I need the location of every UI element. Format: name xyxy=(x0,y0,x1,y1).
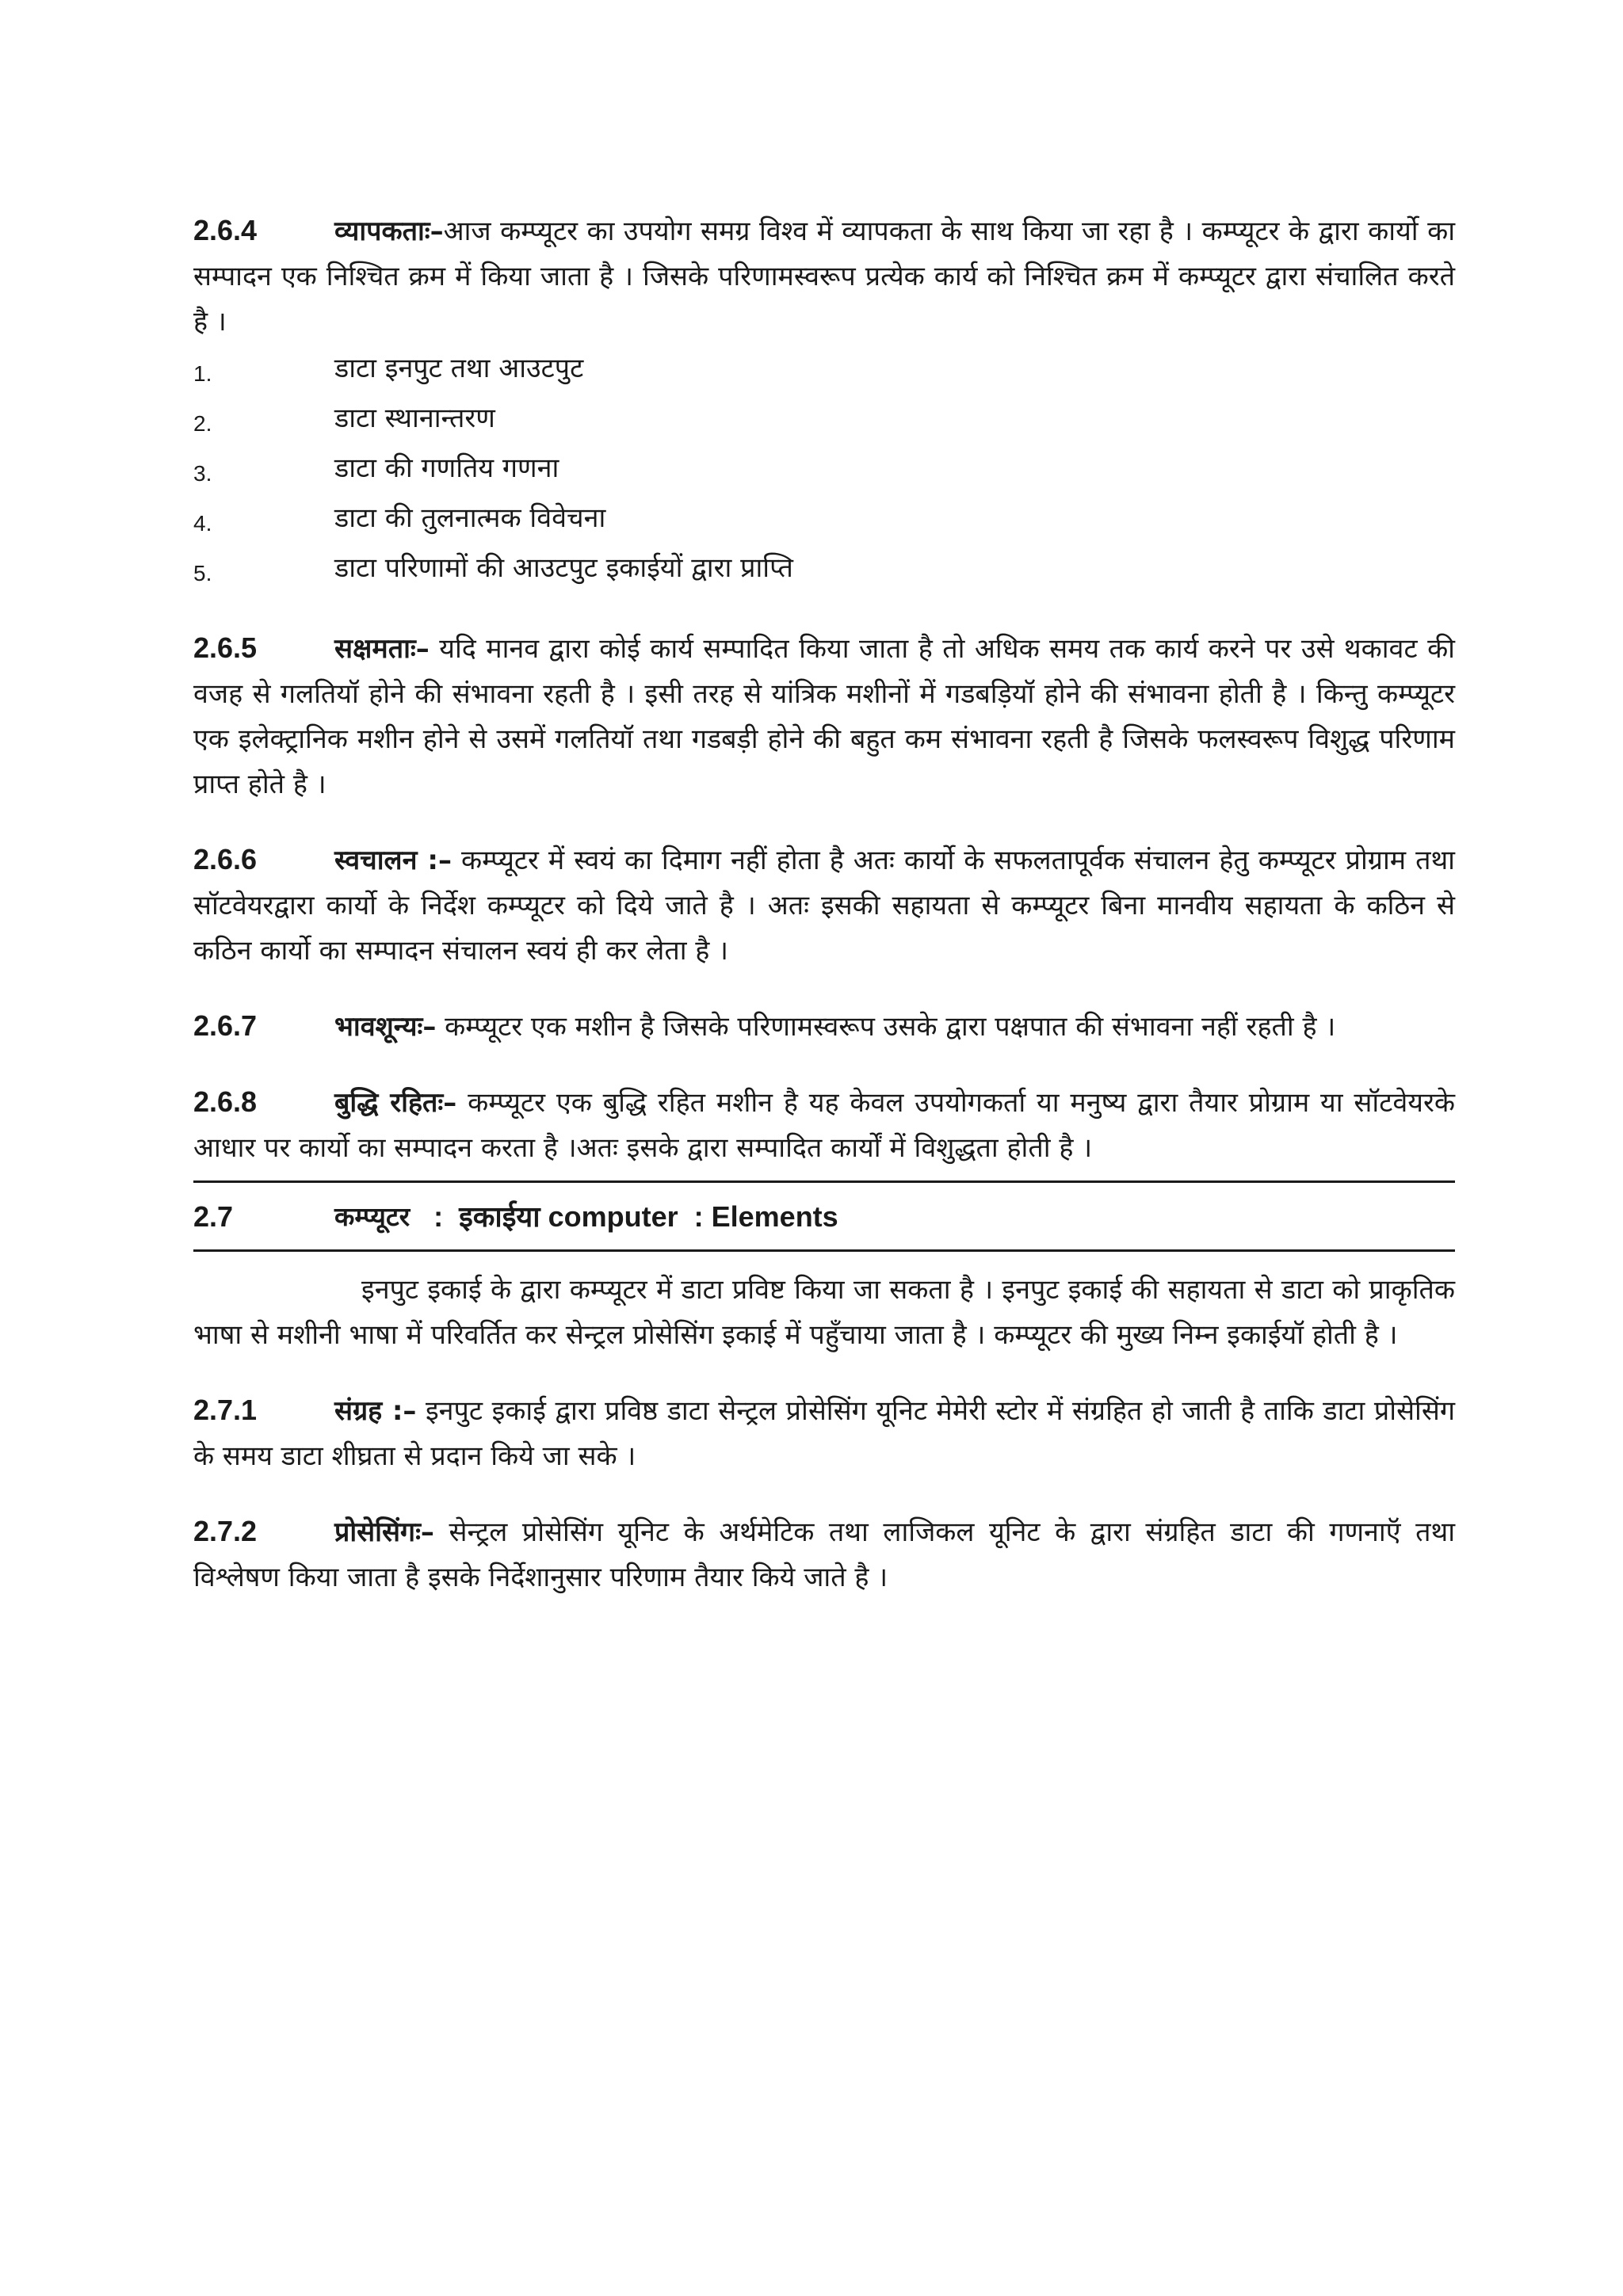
section-text: इनपुट इकाई द्वारा प्रविष्ठ डाटा सेन्ट्रल प्रोसेसिंग यूनिट मेमेरी स्टोर में संग्रहित हो जाती है ताकि डाटा प्रोसेसिंग के समय डाटा शीघ्रता से प्रदान किये जा सके । xyxy=(193,1395,1455,1472)
list-item xyxy=(193,496,1455,546)
section-text: सेन्ट्रल प्रोसेसिंग यूनिट के अर्थमेटिक तथा लाजिकल यूनिट के द्वारा संग्रहित डाटा की गणनाऍ तथा विश्लेषण किया जाता है इसके निर्देशानुसार परिणाम तैयार किये जाते है । xyxy=(193,1516,1455,1593)
list-number: 5. xyxy=(193,561,212,585)
section-heading: भावशून्यः– xyxy=(334,1011,437,1043)
section-2-7-intro: इनपुट इकाई के द्वारा कम्प्यूटर में डाटा प्रविष्ट किया जा सकता है । इनपुट इकाई की सहायता से डाटा को प्राकृतिक भाषा से मशीनी भाषा में परिवर्तित कर सेन्ट्रल प्रोसेसिंग इकाई में पहुँचाया जाता है । कम्प्यूटर की मुख्य निम्न इकाईयॉ होती है । xyxy=(193,1274,1455,1351)
section-2-7-heading xyxy=(193,1183,1455,1249)
section-2-7-1 xyxy=(193,1387,1455,1479)
section-2-6-8 xyxy=(193,1079,1455,1171)
section-heading: स्वचालन :– xyxy=(334,845,453,876)
list-number: 3. xyxy=(193,461,212,486)
section-2-7-2 xyxy=(193,1508,1455,1600)
section-text: यदि मानव द्वारा कोई कार्य सम्पादित किया जाता है तो अधिक समय तक कार्य करने पर उसे थकावट की वजह से गलतियॉ होने की संभावना रहती है । इसी तरह से यांत्रिक मशीनों में गडबड़ियॉ होने की संभावना होती है । किन्तु कम्प्यूटर एक इलेक्ट्रानिक मशीन होने से उसमें गलतियॉ तथा गडबड़ी होने की बहुत कम संभावना रहती है जिसके फलस्वरूप विशुद्ध परिणाम प्राप्त होते है । xyxy=(193,633,1455,800)
section-heading: बुद्धि रहितः– xyxy=(334,1087,457,1119)
list-item xyxy=(193,546,1455,596)
list-number: 2. xyxy=(193,411,212,436)
section-text: कम्प्यूटर एक मशीन है जिसके परिणामस्वरूप उसके द्वारा पक्षपात की संभावना नहीं रहती है । xyxy=(436,1011,1336,1043)
heading-rest: : इकाईया computer : Elements xyxy=(410,1200,838,1233)
section-text: कम्प्यूटर में स्वयं का दिमाग नहीं होता है अतः कार्यो के सफलतापूर्वक संचालन हेतु कम्प्यूटर प्रोग्राम तथा सॉटवेयरद्वारा कार्यो के निर्देश कम्प्यूटर को दिये जाते है । अतः इसकी सहायता से कम्प्यूटर बिना मानवीय सहायता के कठिन से कठिन कार्यो का सम्पादन संचालन स्वयं ही कर लेता है । xyxy=(193,845,1455,967)
list-text: डाटा परिणामों की आउटपुट इकाईयों द्वारा प्राप्ति xyxy=(334,552,793,584)
section-text: कम्प्यूटर एक बुद्धि रहित मशीन है यह केवल उपयोगकर्ता या मनुष्य द्वारा तैयार प्रोग्राम या सॉटवेयरके आधार पर कार्यो का सम्पादन करता है ।अतः इसके द्वारा सम्पादित कार्यों में विशुद्धता होती है । xyxy=(193,1087,1455,1164)
section-2-6-7 xyxy=(193,1003,1455,1050)
section-2-6-4 xyxy=(193,208,1455,345)
list-text: डाटा इनपुट तथा आउटपुट xyxy=(334,353,584,384)
list-item xyxy=(193,346,1455,396)
list-text: डाटा की तुलनात्मक विवेचना xyxy=(334,502,606,534)
numbered-list xyxy=(193,346,1455,596)
section-2-6-6 xyxy=(193,837,1455,974)
section-number: 2.6.6 xyxy=(193,843,258,875)
section-number: 2.6.4 xyxy=(193,214,258,246)
section-2-6-5 xyxy=(193,625,1455,807)
list-text: डाटा की गणतिय गणना xyxy=(334,452,559,484)
list-text: डाटा स्थानान्तरण xyxy=(334,402,495,434)
heading-hindi: कम्प्यूटर xyxy=(334,1201,411,1232)
list-item xyxy=(193,446,1455,496)
section-number: 2.6.8 xyxy=(193,1085,258,1118)
list-number: 4. xyxy=(193,511,212,536)
section-number: 2.7.1 xyxy=(193,1394,258,1426)
section-heading: व्यापकताः– xyxy=(334,215,444,247)
section-heading: संग्रह :– xyxy=(334,1395,417,1427)
section-text: आज कम्प्यूटर का उपयोग समग्र विश्व में व्यापकता के साथ किया जा रहा है । कम्प्यूटर के द्वारा कार्यो का सम्पादन एक निश्चित क्रम में किया जाता है । जिसके परिणामस्वरूप प्रत्येक कार्य को निश्चित क्रम में कम्प्यूटर द्वारा संचालित करते है । xyxy=(193,215,1455,338)
section-number: 2.6.7 xyxy=(193,1009,258,1042)
section-number: 2.6.5 xyxy=(193,631,258,664)
list-number: 1. xyxy=(193,361,212,386)
list-item xyxy=(193,396,1455,446)
section-number: 2.7.2 xyxy=(193,1515,258,1547)
section-heading: प्रोसेसिंगः– xyxy=(334,1516,434,1548)
section-number: 2.7 xyxy=(193,1200,234,1233)
section-heading: सक्षमताः– xyxy=(334,633,430,665)
document-page xyxy=(193,208,1455,1600)
